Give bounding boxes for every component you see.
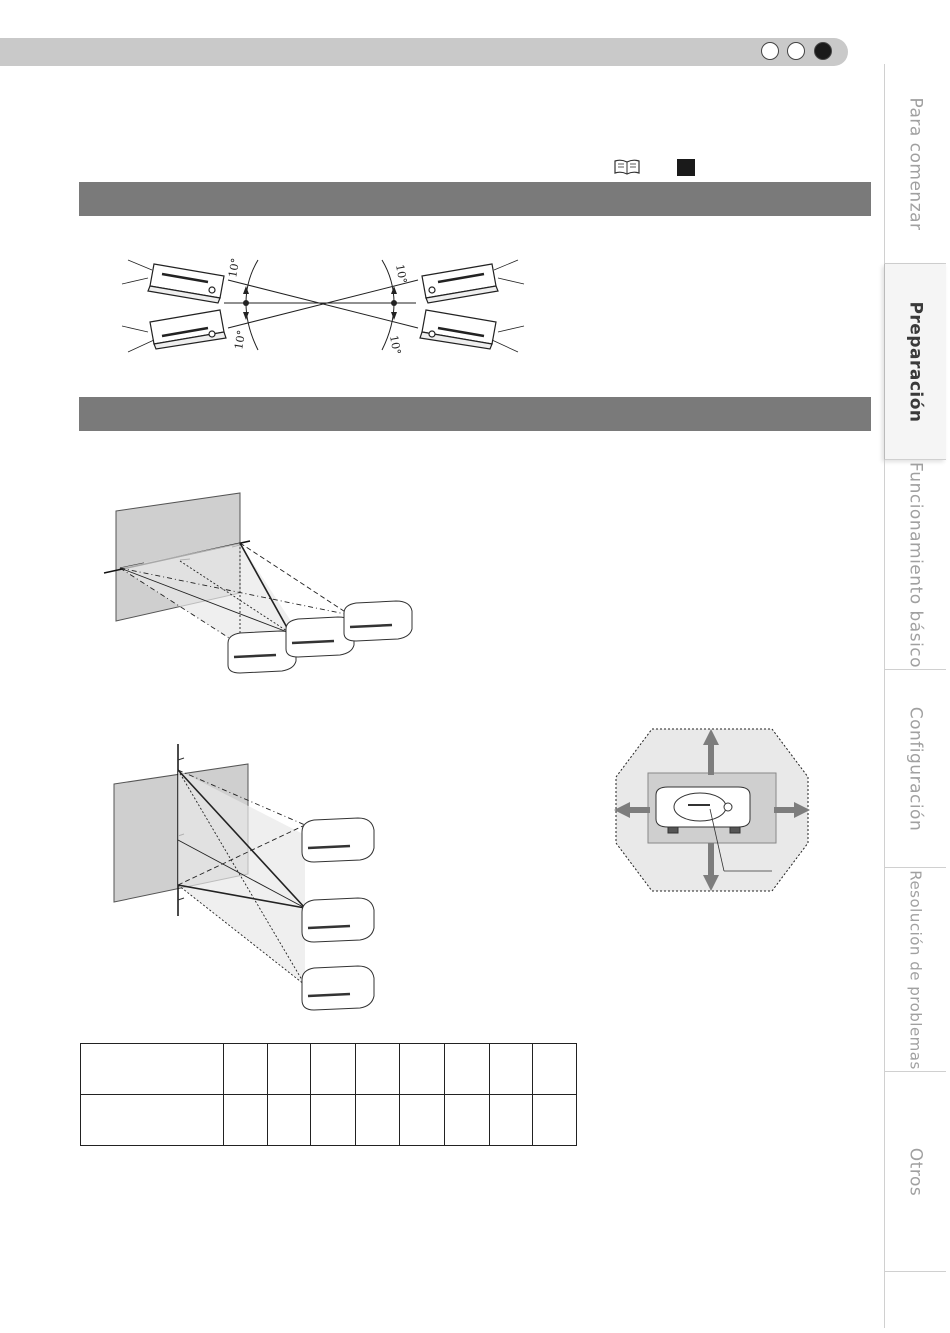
table-cell: [490, 1095, 533, 1146]
vertical-shift-diagram: [100, 740, 390, 1020]
page-header-bar: [0, 38, 848, 66]
projector-tilted-up-right: [422, 264, 498, 303]
book-icon: [614, 159, 640, 175]
black-square-icon: [677, 159, 695, 176]
tab-label: Preparación: [905, 300, 926, 423]
tab-strip-end: [884, 1272, 947, 1328]
tab-label: Otros: [905, 1147, 926, 1196]
table-cell: [356, 1095, 400, 1146]
angle-label-top-right: 10°: [393, 263, 410, 285]
table-cell: [445, 1095, 490, 1146]
table-cell: [311, 1095, 356, 1146]
table-cell: [224, 1095, 268, 1146]
horizontal-shift-diagram: [100, 485, 420, 685]
tilt-angle-diagram: [118, 250, 528, 360]
table-cell: [268, 1095, 311, 1146]
angle-label-bottom-right: 10°: [387, 334, 404, 356]
projector-right: [344, 601, 412, 641]
table-cell: [445, 1044, 490, 1095]
table-cell: [490, 1044, 533, 1095]
projector-bottom: [302, 966, 374, 1010]
table-row: [81, 1095, 577, 1146]
tab-funcionamiento-basico[interactable]: [884, 460, 946, 670]
tab-otros[interactable]: [884, 1072, 946, 1272]
tab-configuracion[interactable]: [884, 670, 946, 868]
section-bar-1: [79, 182, 871, 216]
tab-label: Resolución de problemas: [906, 869, 925, 1070]
tab-resolucion-de-problemas[interactable]: [884, 868, 946, 1072]
tab-label: Para comenzar: [905, 96, 926, 231]
angle-label-bottom-left: 10°: [232, 329, 249, 351]
projector-top: [302, 818, 374, 862]
table-cell: [533, 1095, 577, 1146]
tab-preparacion[interactable]: [884, 264, 946, 460]
indicator-dot-3: [814, 42, 832, 60]
tab-label: Funcionamiento básico: [905, 461, 926, 668]
indicator-dot-2: [787, 42, 805, 60]
table-cell: [81, 1044, 224, 1095]
table-cell: [268, 1044, 311, 1095]
table-row: [81, 1044, 577, 1095]
table-cell: [533, 1044, 577, 1095]
tab-para-comenzar[interactable]: [884, 64, 946, 264]
section-bar-2: [79, 397, 871, 431]
table-cell: [356, 1044, 400, 1095]
tab-label: Configuración: [905, 706, 926, 831]
spec-table: [80, 1043, 577, 1146]
projector-tilted-down-right: [420, 310, 496, 349]
table-cell: [311, 1044, 356, 1095]
indicator-dot-1: [761, 42, 779, 60]
table-cell: [400, 1095, 445, 1146]
projector-tilted-up-left: [148, 264, 224, 303]
table-cell: [224, 1044, 268, 1095]
table-cell: [400, 1044, 445, 1095]
projector-front-view: [656, 787, 750, 833]
table-cell: [81, 1095, 224, 1146]
projector-tilted-down-left: [150, 310, 226, 349]
angle-label-top-left: 10°: [226, 257, 243, 279]
lens-shift-range-diagram: [612, 725, 812, 895]
projector-middle: [302, 898, 374, 942]
